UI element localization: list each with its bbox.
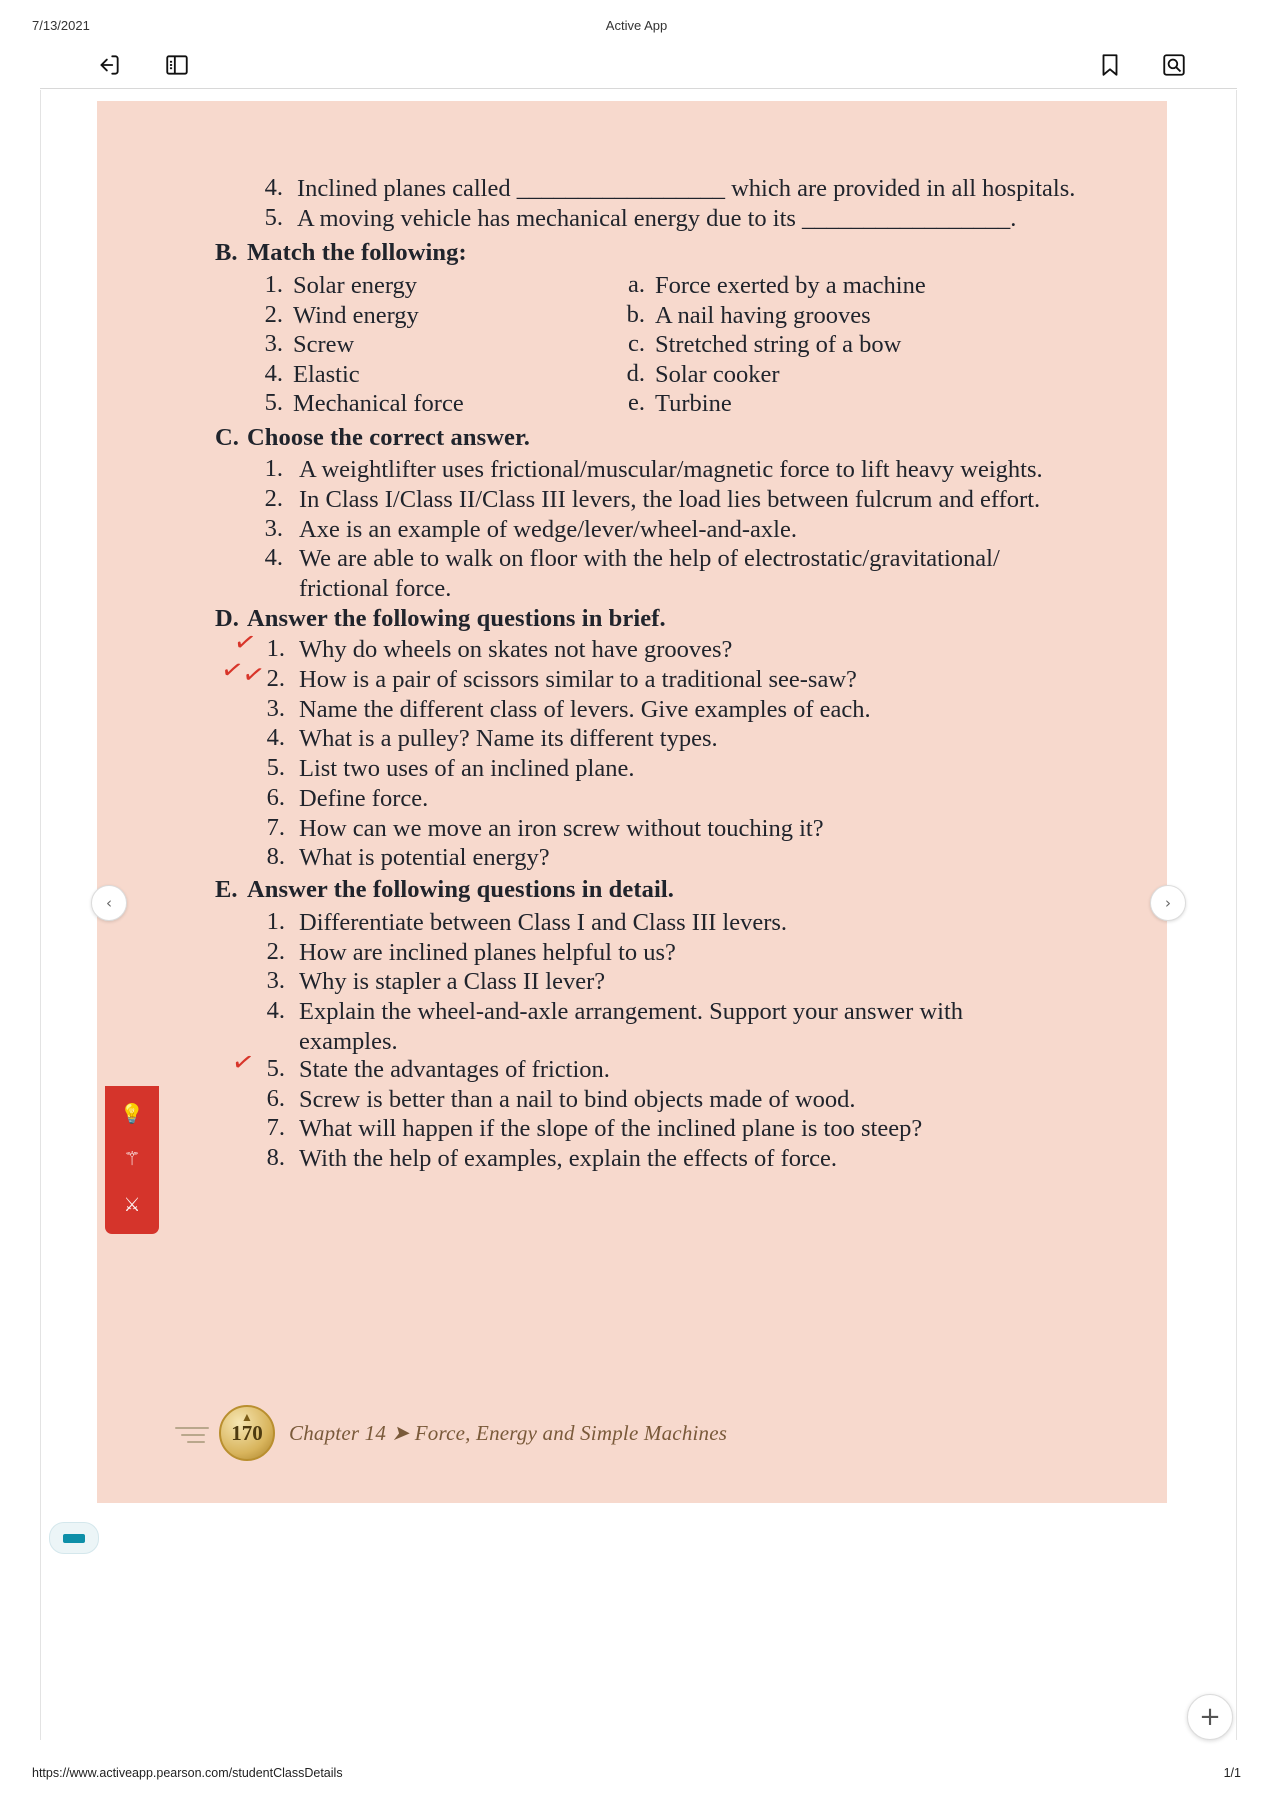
print-footer (0, 1766, 1273, 1782)
list-item: What is potential energy? (299, 844, 550, 871)
chilli-marker-icon: ✓ (229, 1046, 257, 1080)
list-number: 5. (266, 754, 285, 781)
list-item: Wind energy (293, 302, 419, 329)
list-item: Define force. (299, 785, 429, 812)
list-number: 5. (264, 204, 283, 231)
section-title: Match the following: (247, 239, 467, 266)
list-item: Axe is an example of wedge/lever/wheel-and-axle. (299, 516, 797, 543)
search-icon[interactable] (1155, 46, 1193, 84)
book-page (97, 101, 1167, 1503)
chevron-left-icon: ‹ (106, 894, 112, 912)
list-item: State the advantages of friction. (299, 1056, 610, 1083)
list-number: 1. (264, 455, 283, 482)
list-item: How are inclined planes helpful to us? (299, 939, 676, 966)
list-item: What will happen if the slope of the inclined plane is too steep? (299, 1115, 923, 1142)
list-item: In Class I/Class II/Class III levers, the load lies between fulcrum and effort. (299, 486, 1041, 513)
list-number: 1. (266, 908, 285, 935)
list-item: Stretched string of a bow (655, 331, 902, 358)
chevron-right-icon: › (1165, 894, 1171, 912)
list-number: a. (628, 271, 645, 298)
print-date: 7/13/2021 (32, 18, 90, 33)
list-item: Screw is better than a nail to bind objects made of wood. (299, 1086, 856, 1113)
list-number: 1. (264, 271, 283, 298)
reader-toolbar (40, 42, 1237, 89)
list-item: Solar cooker (655, 361, 780, 388)
chapter-label: Chapter 14 ➤ Force, Energy and Simple Machines (289, 1420, 728, 1445)
list-item: What is a pulley? Name its different types. (299, 725, 718, 752)
page-number-badge (219, 1405, 275, 1461)
print-title: Active App (605, 18, 668, 33)
page-viewer (40, 90, 1237, 1740)
next-page-button[interactable] (1150, 885, 1186, 921)
list-number: c. (628, 330, 645, 357)
list-item: With the help of examples, explain the effects of force. (299, 1145, 838, 1172)
side-tab[interactable] (105, 1086, 159, 1234)
list-item: A nail having grooves (655, 302, 871, 329)
list-item: Explain the wheel-and-axle arrangement. Support your answer with (299, 998, 964, 1025)
list-item: How can we move an iron screw without touching it? (299, 815, 824, 842)
lamp-icon: ▲ (241, 1410, 253, 1424)
list-number: 2. (266, 938, 285, 965)
list-item: Why is stapler a Class II lever? (299, 968, 606, 995)
list-item: Screw (293, 331, 355, 358)
list-number: 2. (264, 301, 283, 328)
section-title: Answer the following questions in brief. (247, 605, 666, 632)
list-number: 8. (266, 843, 285, 870)
list-item: We are able to walk on floor with the help of electrostatic/gravitational/ (299, 545, 1000, 572)
list-number: 3. (264, 515, 283, 542)
list-number: 7. (266, 814, 285, 841)
section-title: Choose the correct answer. (247, 424, 530, 451)
book-content (97, 101, 1167, 1503)
list-number: 6. (266, 1085, 285, 1112)
print-page-count: 1/1 (1223, 1766, 1241, 1780)
list-number: 2. (266, 665, 285, 692)
thumbnail-toggle[interactable] (49, 1522, 99, 1554)
list-number: 2. (264, 485, 283, 512)
microscope-icon: ⚔ (123, 1194, 141, 1216)
list-item: Elastic (293, 361, 360, 388)
add-button[interactable] (1187, 1694, 1233, 1740)
section-letter: B. (215, 239, 238, 266)
chilli-marker-icon: ✓✓ (218, 653, 268, 693)
list-number: b. (626, 301, 645, 328)
list-item: Why do wheels on skates not have grooves? (299, 636, 733, 663)
list-number: e. (628, 389, 645, 416)
section-letter: E. (215, 876, 238, 903)
list-item: Force exerted by a machine (655, 272, 926, 299)
list-item: Solar energy (293, 272, 418, 299)
list-item: Turbine (655, 390, 732, 417)
list-number: 3. (264, 330, 283, 357)
list-number: 3. (266, 695, 285, 722)
list-number: 4. (264, 544, 283, 571)
print-header (0, 18, 1273, 36)
list-number: 1. (266, 635, 285, 662)
list-item: A weightlifter uses frictional/muscular/magnetic force to lift heavy weights. (299, 456, 1043, 483)
book-footer (175, 1405, 727, 1461)
dna-icon: ⚚ (123, 1149, 141, 1171)
list-number: 6. (266, 784, 285, 811)
list-item: Mechanical force (293, 390, 464, 417)
print-url: https://www.activeapp.pearson.com/studentClassDetails (32, 1766, 343, 1780)
list-item: Differentiate between Class I and Class III levers. (299, 909, 788, 936)
pill-indicator-icon (63, 1534, 85, 1543)
section-title: Answer the following questions in detail. (247, 876, 674, 903)
list-item: How is a pair of scissors similar to a traditional see-saw? (299, 666, 857, 693)
speed-lines-icon (175, 1423, 217, 1443)
bulb-icon: 💡 (120, 1104, 144, 1126)
list-number: 5. (264, 389, 283, 416)
chilli-marker-icon: ✓ (231, 626, 259, 660)
list-item: A moving vehicle has mechanical energy due to its _________________. (297, 205, 1017, 232)
list-number: 4. (264, 174, 283, 201)
plus-icon: + (1199, 1702, 1221, 1732)
section-letter: D. (215, 605, 239, 632)
list-item-continuation: frictional force. (299, 575, 452, 602)
list-item: Name the different class of levers. Give examples of each. (299, 696, 871, 723)
previous-page-button[interactable] (91, 885, 127, 921)
page-number: 170 (231, 1420, 263, 1445)
list-number: 8. (266, 1144, 285, 1171)
list-number: 4. (266, 997, 285, 1024)
exit-icon[interactable] (90, 46, 128, 84)
list-item: Inclined planes called _________________ which are provided in all hospitals. (297, 175, 1076, 202)
list-number: 5. (266, 1055, 285, 1082)
list-number: 7. (266, 1114, 285, 1141)
toggle-panel-icon[interactable] (158, 46, 196, 84)
list-item-continuation: examples. (299, 1028, 398, 1055)
bookmark-icon[interactable] (1091, 46, 1129, 84)
list-number: 4. (266, 724, 285, 751)
section-letter: C. (215, 424, 239, 451)
list-item: List two uses of an inclined plane. (299, 755, 635, 782)
list-number: d. (626, 360, 645, 387)
list-number: 4. (264, 360, 283, 387)
list-number: 3. (266, 967, 285, 994)
